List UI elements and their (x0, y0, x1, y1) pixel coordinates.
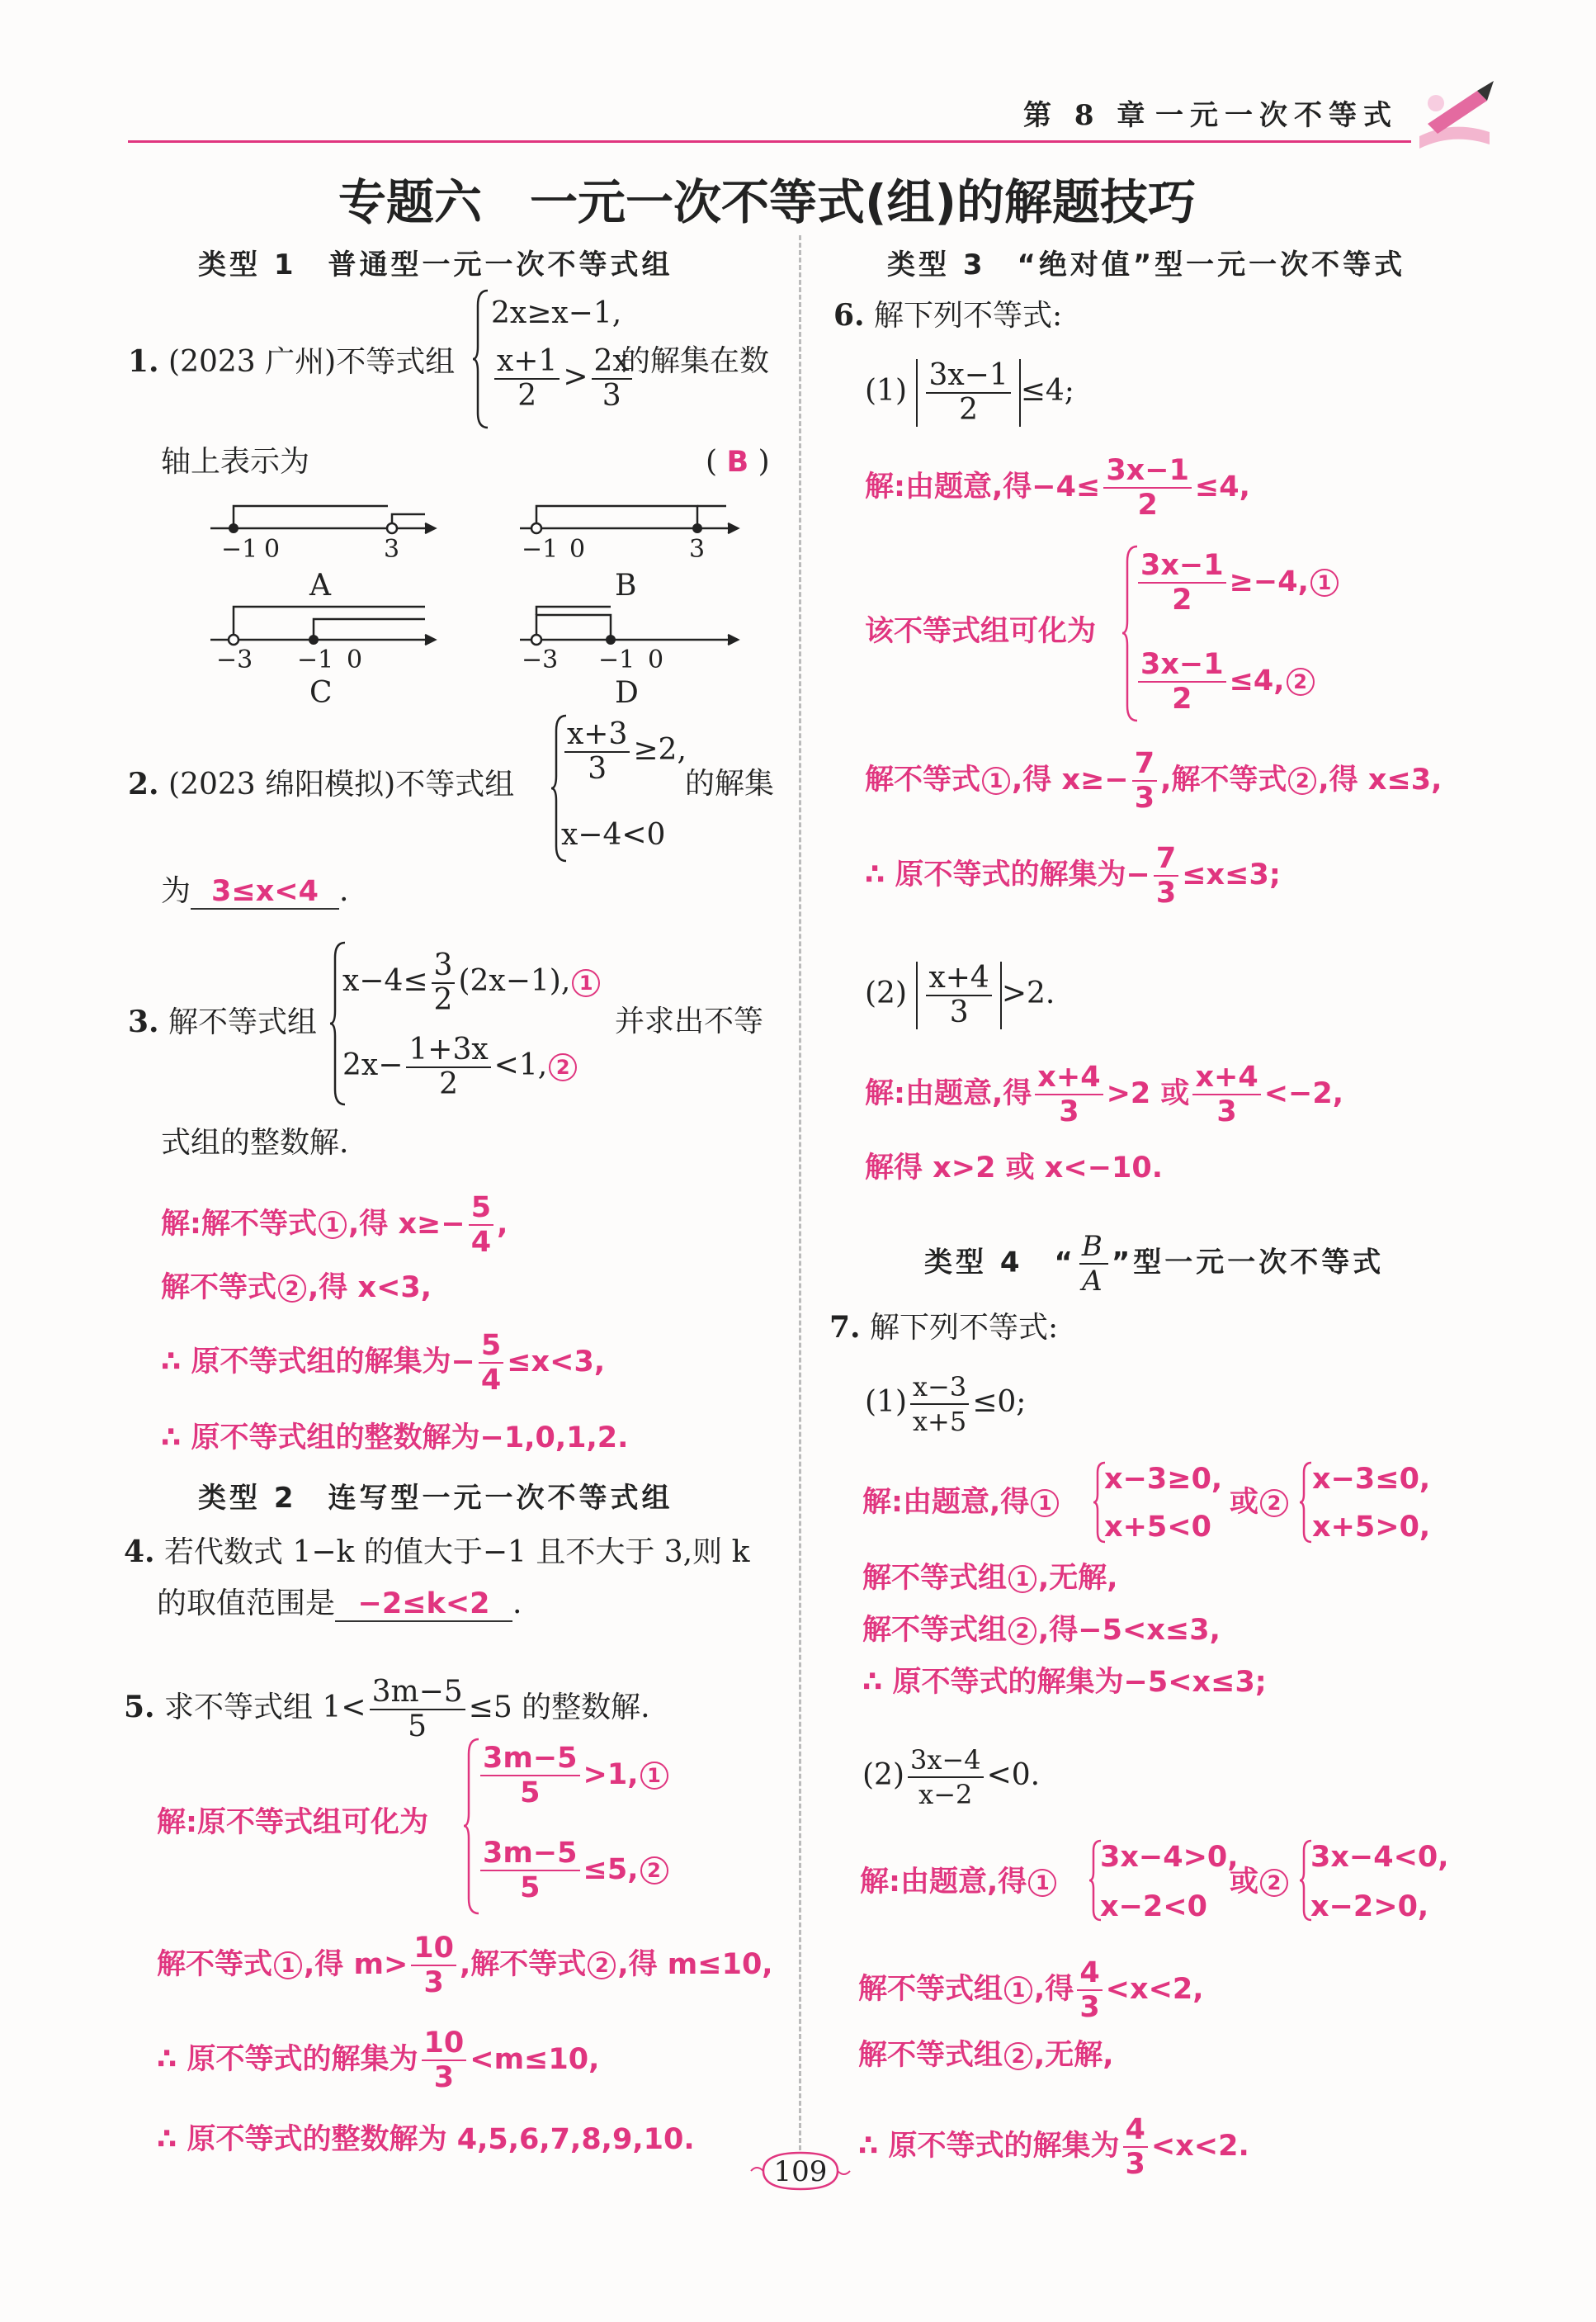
q7-sys1-l2: x+5<0 (1104, 1511, 1211, 1544)
q3-sol-3: ∴ 原不等式组的解集为− $\frac{5}{4}$ ≤x<3, (161, 1329, 606, 1397)
q3-sol-2: 解不等式 2 ,得 x<3, (161, 1271, 432, 1304)
q7-or-1: 或 2 (1230, 1486, 1290, 1519)
tick-b-3: 3 (689, 535, 706, 564)
q7-p1: (1) $\frac{x-3}{x+5}$ ≤0; (865, 1371, 1027, 1437)
tick-d-n1: −1 (598, 646, 635, 674)
q7-sys4-l1: 3x−4<0, (1310, 1841, 1449, 1874)
q1-options-diagram (206, 491, 767, 702)
q4-stem-b: 的取值范围是 −2≤k<2 . (157, 1587, 522, 1620)
q6-sol-1: 解:由题意,得−4≤ $\frac{3x-1}{2}$ ≤4, (865, 454, 1250, 522)
option-d: D (615, 676, 639, 710)
q7-sys2-l2: x+5>0, (1312, 1511, 1431, 1544)
q6-sys-1: $\frac{3x-1}{2}$ ≥−4, 1 (1135, 549, 1340, 617)
q7-sol-4: ∴ 原不等式的解集为−5<x≤3; (862, 1666, 1267, 1699)
tick-c-n3: −3 (216, 646, 253, 674)
q7-sol-3: 解不等式组 2 ,得−5<x≤3, (862, 1614, 1221, 1647)
q1-line1: 2x≥x−1, (491, 296, 622, 330)
q6-p2: (2) $\frac{x+4}{3}$ >2. (865, 961, 1055, 1029)
pencil-books-icon (1411, 74, 1502, 153)
tick-d-n3: −3 (522, 646, 559, 674)
q5-sol-2: 解不等式 1 ,得 m> $\frac{10}{3}$ ,解不等式 2 ,得 m≤10, (157, 1932, 773, 1999)
q5-sol-4: ∴ 原不等式的整数解为 4,5,6,7,8,9,10. (157, 2123, 695, 2156)
q7-sol-8: ∴ 原不等式的解集为 $\frac{4}{3}$ <x<2. (858, 2113, 1249, 2181)
q5-stem: 5. 求不等式组 1< $\frac{3m-5}{5}$ ≤5 的整数解. (124, 1675, 650, 1743)
option-a: A (309, 569, 331, 603)
tick-c-0: 0 (347, 646, 363, 674)
q3-stem-b: 并求出不等 (615, 1005, 764, 1038)
q4-answer: −2≤k<2 (357, 1587, 490, 1620)
q2-stem-c: 为 3≤x<4 . (161, 874, 349, 908)
q7-sys3-l2: x−2<0 (1100, 1890, 1207, 1923)
q3-line2: 2x− $\frac{1+3x}{2}$ <1, 2 (342, 1033, 578, 1101)
q7-or-2: 或 2 (1230, 1866, 1290, 1899)
section-type-2: 类型 2 连写型一元一次不等式组 (198, 1482, 673, 1515)
section-type-3: 类型 3 “绝对值”型一元一次不等式 (887, 248, 1406, 281)
q7-sol-2: 解不等式组 1 ,无解, (862, 1562, 1118, 1595)
q6-sol-4: ∴ 原不等式的解集为− $\frac{7}{3}$ ≤x≤3; (865, 842, 1281, 910)
q3-line1: x−4≤ $\frac{3}{2}$ (2x−1), 1 (342, 949, 602, 1017)
q1-answer-paren: ( B ) (706, 445, 770, 479)
q7-p2: (2) $\frac{3x-4}{x-2}$ <0. (862, 1744, 1041, 1810)
q7-sol-1: 解:由题意,得 1 (862, 1486, 1060, 1519)
q7-sol-5: 解:由题意,得 1 (860, 1866, 1058, 1899)
q7-stem: 7. 解下列不等式: (829, 1310, 1059, 1345)
q2-stem-b: 的解集 (685, 767, 775, 801)
q6-sol-2: 该不等式组可化为 (865, 615, 1097, 648)
q1-stem-c: 轴上表示为 (161, 445, 310, 479)
q7-brace-2 (1300, 1461, 1313, 1544)
q7-sys1-l1: x−3≥0, (1104, 1463, 1223, 1496)
tick-b-n1: −1 (522, 535, 559, 564)
q4-stem: 4. 若代数式 1−k 的值大于−1 且不大于 3,则 k (124, 1535, 750, 1569)
q5-sys-2: $\frac{3m-5}{5}$ ≤5, 2 (477, 1837, 670, 1904)
q7-sys4-l2: x−2>0, (1310, 1890, 1429, 1923)
q2-line2: x−4<0 (561, 818, 666, 852)
section-type-1: 类型 1 普通型一元一次不等式组 (198, 248, 673, 281)
option-b: B (615, 569, 637, 603)
page-title: 专题六 一元一次不等式(组)的解题技巧 (338, 174, 1197, 230)
q3-stem: 3. 解不等式组 (128, 1005, 318, 1039)
tick-a-0: 0 (264, 535, 281, 564)
q1-brace (473, 289, 489, 429)
q6-sol-3: 解不等式 1 ,得 x≥− $\frac{7}{3}$ ,解不等式 2 ,得 x≤3, (865, 747, 1443, 815)
q6-sol-6: 解得 x>2 或 x<−10. (865, 1152, 1164, 1185)
q7-sol-7: 解不等式组 2 ,无解, (858, 2039, 1114, 2072)
q6-sys-2: $\frac{3x-1}{2}$ ≤4, 2 (1135, 648, 1316, 716)
q1-stem-b: 的解集在数 (621, 344, 770, 378)
q3-stem-c: 式组的整数解. (161, 1126, 349, 1160)
q7-sol-6: 解不等式组 1 ,得 $\frac{4}{3}$ <x<2, (858, 1956, 1204, 2024)
q3-sol-4: ∴ 原不等式组的整数解为−1,0,1,2. (161, 1421, 629, 1454)
q1-answer: B (726, 446, 749, 479)
tick-a-3: 3 (384, 535, 400, 564)
q7-sys3-l1: 3x−4>0, (1100, 1841, 1239, 1874)
chapter-label: 第 8 章 (1023, 99, 1152, 132)
chapter-title: 一元一次不等式 (1155, 99, 1398, 132)
q5-sol-3: ∴ 原不等式的解集为 $\frac{10}{3}$ <m≤10, (157, 2026, 600, 2094)
option-c: C (309, 676, 333, 710)
q6-stem: 6. 解下列不等式: (833, 298, 1063, 333)
q6-p1: (1) $\frac{3x-1}{2}$ ≤4; (865, 358, 1074, 427)
q6-sol-5: 解:由题意,得 $\frac{x+4}{3}$ >2 或 $\frac{x+4}{3}$ <−2, (865, 1061, 1344, 1128)
q3-sol-1: 解:解不等式 1 ,得 x≥− $\frac{5}{4}$ , (161, 1191, 508, 1259)
q2-stem: 2. (2023 绵阳模拟)不等式组 (128, 767, 515, 802)
q7-sys2-l1: x−3≤0, (1312, 1463, 1431, 1496)
header-rule (128, 140, 1411, 143)
q1-line2: $\frac{x+1}{2}$ > $\frac{2x}{3}$ (491, 345, 635, 413)
tick-d-0: 0 (648, 646, 664, 674)
q1-stem: 1. (2023 广州)不等式组 (128, 344, 456, 379)
section-type-4: 类型 4 “ $\frac{B}{A}$ ”型一元一次不等式 (924, 1230, 1385, 1298)
column-divider (799, 235, 801, 2150)
page-number: 109 (773, 2155, 828, 2188)
q2-answer: 3≤x<4 (211, 875, 319, 908)
q5-sys-1: $\frac{3m-5}{5}$ >1, 1 (477, 1742, 670, 1809)
tick-a-n1: −1 (221, 535, 258, 564)
q2-line1: $\frac{x+3}{3}$ ≥2, (561, 718, 687, 786)
tick-c-n1: −1 (297, 646, 334, 674)
q5-sol-1: 解:原不等式组可化为 (157, 1806, 428, 1839)
tick-b-0: 0 (569, 535, 586, 564)
